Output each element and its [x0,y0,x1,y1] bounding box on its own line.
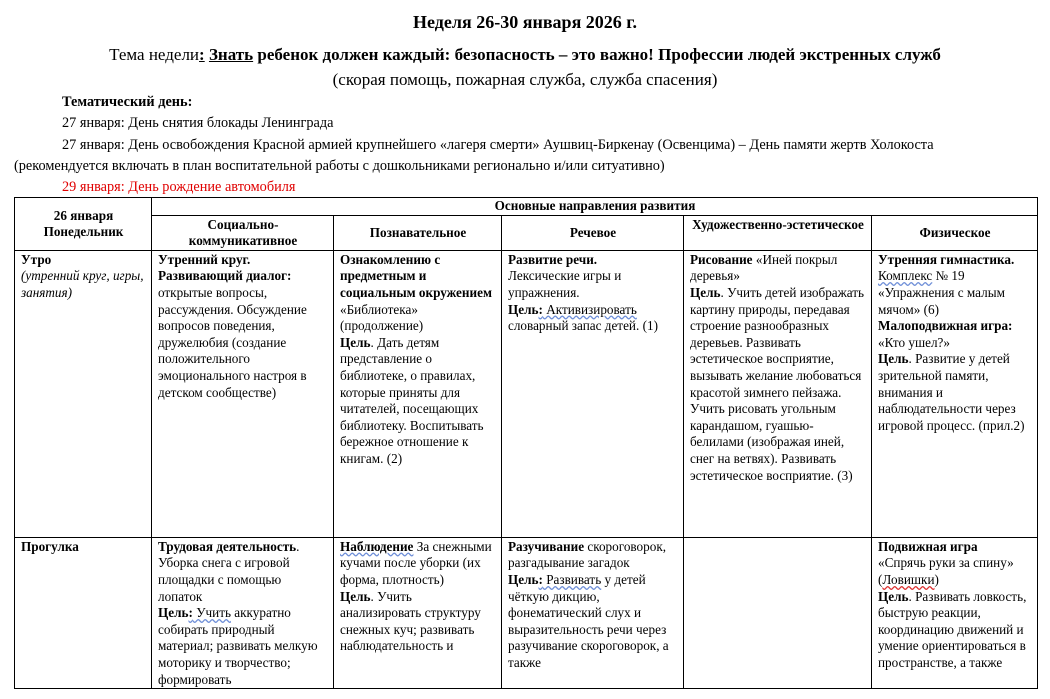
morning-physical-complex: Комплекс [878,268,933,284]
plan-table [14,197,1038,689]
walk-physical-game-alt: Ловишки [882,571,935,587]
walk-physical [872,537,1038,688]
morning-label-cell [15,250,152,537]
walk-social-goal-verb: Учить [192,605,231,621]
morning-art [684,250,872,537]
walk-social-goal-label: Цель [158,605,189,621]
col-header-art: Художественно-эстетическое [684,215,872,250]
walk-cognitive-title: Наблюдение [340,538,414,554]
walk-social [152,537,334,688]
morning-physical-goal-label: Цель [878,351,909,367]
morning-social-title: Утренний круг. [158,251,251,267]
walk-speech-goal: у детей чёткую дикцию, фонематический слух и выразительность речи через разучивание скороговорок, а также [508,571,669,670]
topic-prefix: Тема недели [109,45,200,64]
walk-label-cell [15,537,152,688]
morning-social [152,250,334,537]
topic-word: Знать [208,45,254,64]
morning-label: Утро [21,251,52,267]
morning-speech [502,250,684,537]
walk-physical-goal: . Развивать ловкость, быструю реакции, координацию движений и умение ориентироваться в пространстве, а также [878,588,1027,670]
walk-cognitive-goal: . Учить анализировать структуру снежных куч; развивать наблюдательность и [340,588,481,654]
walk-social-goal: аккуратно собирать природный материал; развивать мелкую моторику и творчество; формировать [158,605,318,687]
walk-cognitive-text: За снежными кучами после уборки (их форма, плотность) [340,538,492,587]
morning-physical-complex-text: № 19 «Упражнения с малым мячом» (6) [878,268,1005,317]
morning-physical-game-label: Малоподвижная игра: [878,318,1013,334]
topic-rest: ребенок должен каждый: безопасность – это важно! Профессии людей экстренных служб [253,45,941,64]
col-header-physical: Физическое [872,215,1038,250]
walk-cognitive [334,537,502,688]
walk-speech [502,537,684,688]
thematic-line-1: 27 января: День снятия блокады Ленинграда [62,115,334,131]
morning-speech-goal-label: Цель [508,301,539,317]
week-topic [0,45,1050,65]
walk-cognitive-goal-label: Цель [340,588,371,604]
week-title: Неделя 26-30 января 2026 г. [413,12,637,32]
walk-speech-goal-colon: : [538,571,543,587]
header-row-2 [15,215,1038,250]
morning-art-goal-label: Цель [690,284,721,300]
walk-label: Прогулка [21,538,79,554]
header-row-1 [15,198,1038,216]
morning-speech-topic: Лексические игры и упражнения. [508,268,622,300]
morning-physical-title: Утренняя гимнастика. [878,251,1015,267]
morning-social-text: открытые вопросы, рассуждения. Обсуждение вопросов поведения, дружелюбия (создание положительного эмоционального настроя в детском сообществе) [158,284,307,400]
morning-physical [872,250,1038,537]
morning-art-title: Рисование [690,251,753,267]
morning-speech-goal: словарный запас детей. (1) [508,318,658,334]
morning-speech-title: Развитие речи. [508,251,598,267]
walk-social-title: Трудовая деятельность [158,538,297,554]
morning-social-dialog: Развивающий диалог: [158,268,292,284]
col-header-social: Социально-коммуникативное [152,215,334,250]
day-cell [15,198,152,251]
walk-speech-text: скороговорок, разгадывание загадок [508,538,667,571]
morning-cognitive-goal-label: Цель [340,334,371,350]
morning-row [15,250,1038,537]
col-header-speech: Речевое [502,215,684,250]
walk-physical-game-close: ) [934,571,939,587]
directions-header: Основные направления развития [152,198,1038,216]
morning-cognitive-goal: . Дать детям представление о библиотеке, о правилах, которые приняты для читателей, посещающих библиотеку. Воспитывать бережное отношение к книгам. (2) [340,334,484,466]
walk-physical-game: «Спрячь руки за спину» ( [878,555,1014,587]
morning-art-topic: «Иней покрыл деревья» [690,251,838,284]
morning-cognitive-topic: «Библиотека» (продолжение) [340,301,424,334]
walk-art [684,537,872,688]
walk-speech-goal-verb: Развивать [542,571,602,587]
morning-physical-game: «Кто ушел?» [878,334,950,350]
thematic-label: Тематический день: [62,94,193,110]
morning-sub: (утренний круг, игры, занятия) [21,268,144,300]
walk-social-goal-colon: : [188,605,193,621]
morning-cognitive-title: Ознакомлению с предметным и социальным окружением [340,251,492,300]
morning-art-goal: . Учить детей изображать картину природы, передавая строение разнообразных деревьев. Развивать эстетическое восприятие, вызывать желание любоваться красотой зимнего пейзажа. Учить рисовать угольным карандашом, гуашью-белилами (изображая иней, снег на ветвях). Развивать эстетическое восприятие. (3) [690,284,865,483]
walk-speech-goal-label: Цель [508,571,539,587]
walk-physical-title: Подвижная игра [878,538,978,554]
thematic-line-2: 27 января: День освобождения Красной армией крупнейшего «лагеря смерти» Аушвиц-Биркенау (Освенцима) – День памяти жертв Холокоста [62,137,934,153]
day-label: 26 января Понедельник [43,207,124,240]
col-header-cognitive: Познавательное [334,215,502,250]
topic-colon: : [199,45,205,64]
walk-physical-goal-label: Цель [878,588,909,604]
walk-social-text: . Уборка снега с игровой площадки с помощью лопаток [158,538,300,604]
morning-cognitive [334,250,502,537]
thematic-line-4: 29 января: День рождение автомобиля [62,179,296,195]
walk-speech-title: Разучивание [508,538,585,554]
morning-speech-goal-colon: : [538,301,543,317]
services-line: (скорая помощь, пожарная служба, служба спасения) [332,70,718,89]
morning-physical-goal: . Развитие у детей зрительной памяти, внимания и наблюдательности через игровой процесс. (прил.2) [878,351,1025,433]
walk-row [15,537,1038,688]
morning-speech-goal-verb: Активизировать [542,301,637,317]
thematic-line-3: (рекомендуется включать в план воспитательной работы с дошкольниками регионально и/или ситуативно) [14,158,665,174]
